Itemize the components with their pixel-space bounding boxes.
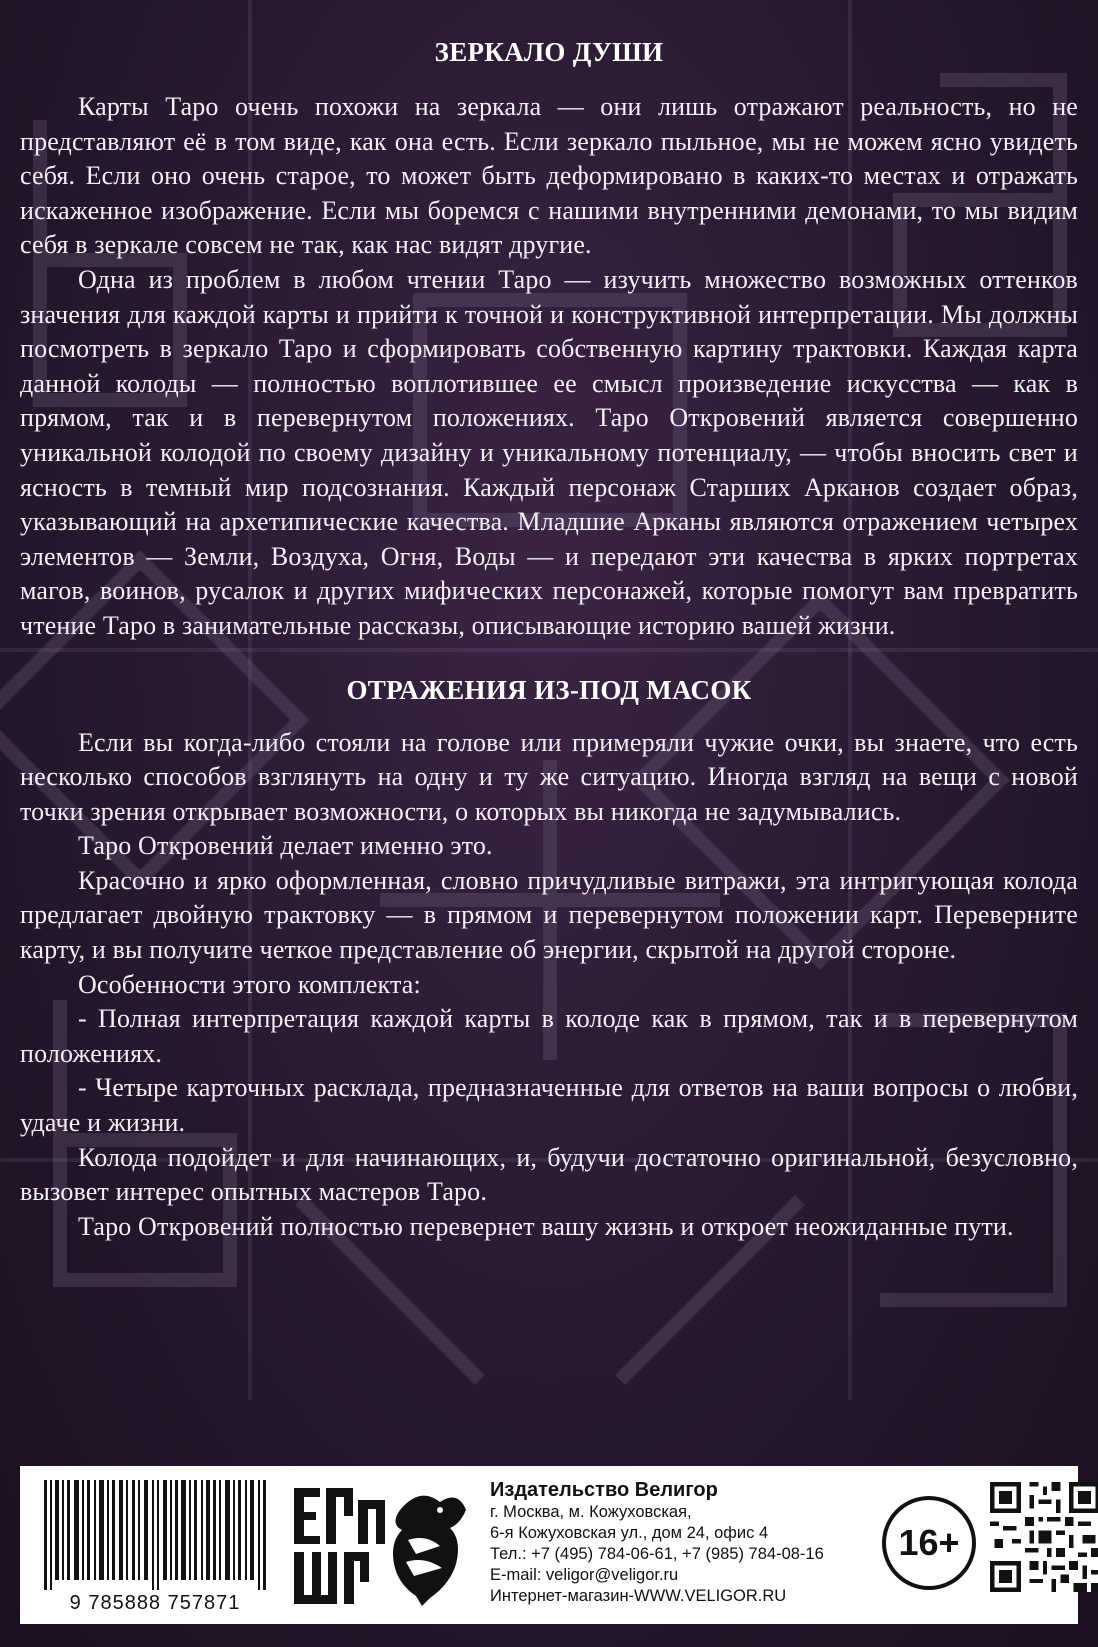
veligor-eagle-logo-icon xyxy=(290,1480,470,1610)
paragraph: Если вы когда-либо стояли на голове или примеряли чужие очки, вы знаете, что есть несколько способов взглянуть на одну и ту же ситуацию. Иногда взгляд на вещи с новой точки зрения открывает возможности, о которых вы никогда не задумывались. xyxy=(20,727,1078,826)
barcode-icon xyxy=(40,1480,270,1590)
age-rating-badge: 16+ xyxy=(882,1496,976,1590)
publisher-shop: Интернет-магазин-WWW.VELIGOR.RU xyxy=(490,1587,787,1605)
publisher-footer xyxy=(20,1466,1078,1624)
barcode-number: 9 785888 757871 xyxy=(69,1592,241,1614)
main-text-area xyxy=(20,34,1078,1244)
qr-code-icon xyxy=(990,1482,1098,1592)
publisher-email: E-mail: veligor@veligor.ru xyxy=(490,1566,679,1584)
paragraph: Особенности этого комплекта: xyxy=(78,969,421,999)
paragraph: Таро Откровений полностью перевернет вашу жизнь и откроет неожиданные пути. xyxy=(78,1211,1014,1241)
paragraph: Карты Таро очень похожи на зеркала — они лишь отражают реальность, но не представляют её в том виде, как она есть. Если зеркало пыльное, мы не можем ясно увидеть себя. Если оно очень старое, то может быть деформировано в каких-то местах и отражать искаженное изображение. Если мы боремся с нашими внутренними демонами, то мы видим себя в зеркале совсем не так, как нас видят другие. xyxy=(20,92,1078,260)
logo-text: ВЕЛИГОР xyxy=(380,1490,385,1491)
publisher-name: Издательство Велигор xyxy=(490,1479,718,1501)
section-title-reflections: ОТРАЖЕНИЯ ИЗ-ПОД МАСОК xyxy=(346,674,752,705)
publisher-info xyxy=(490,1478,870,1607)
publisher-phone: Тел.: +7 (495) 784-06-61, +7 (985) 784-08-16 xyxy=(490,1545,824,1563)
paragraph: Таро Откровений делает именно это. xyxy=(78,831,493,861)
paragraph: Одна из проблем в любом чтении Таро — изучить множество возможных оттенков значения для каждой карты и прийти к точной и конструктивной интерпретации. Мы должны посмотреть в зеркало Таро и сформировать собственную картину трактовки. Каждая карта данной колоды — полностью воплотившее ее смысл произведение искусства — как в прямом, так и в перевернутом положениях. Таро Откровений является совершенно уникальной колодой по своему дизайну и уникальному потенциалу, — чтобы вносить свет и ясность в темный мир подсознания. Каждый персонаж Старших Арканов создает образ, указывающий на архетипические качества. Младшие Арканы являются отражением четырех элементов — Земли, Воздуха, Огня, Воды — и передают эти качества в ярких портретах магов, воинов, русалок и других мифических персонажей, которые помогут вам превратить чтение Таро в занимательные рассказы, описывающие историю вашей жизни. xyxy=(20,264,1078,640)
feature-list-item: - Полная интерпретация каждой карты в колоде как в прямом, так и в перевернутом положениях. xyxy=(20,1004,1078,1068)
publisher-address-2: 6-я Кожуховская ул., дом 24, офис 4 xyxy=(490,1524,769,1542)
feature-list-item: - Четыре карточных расклада, предназначенные для ответов на ваши вопросы о любви, удаче и жизни. xyxy=(20,1073,1078,1138)
paragraph: Красочно и ярко оформленная, словно причудливые витражи, эта интригующая колода предлагает двойную трактовку — в прямом и перевернутом положении карт. Переверните карту, и вы получите четкое представление об энергии, скрытой на другой стороне. xyxy=(20,865,1078,965)
paragraph: Колода подойдет и для начинающих, и, будучи достаточно оригинальной, безусловно, вызовет интерес опытных мастеров Таро. xyxy=(20,1142,1078,1207)
publisher-address-1: г. Москва, м. Кожуховская, xyxy=(490,1503,692,1521)
section-title-mirror-of-soul: ЗЕРКАЛО ДУШИ xyxy=(434,37,664,67)
